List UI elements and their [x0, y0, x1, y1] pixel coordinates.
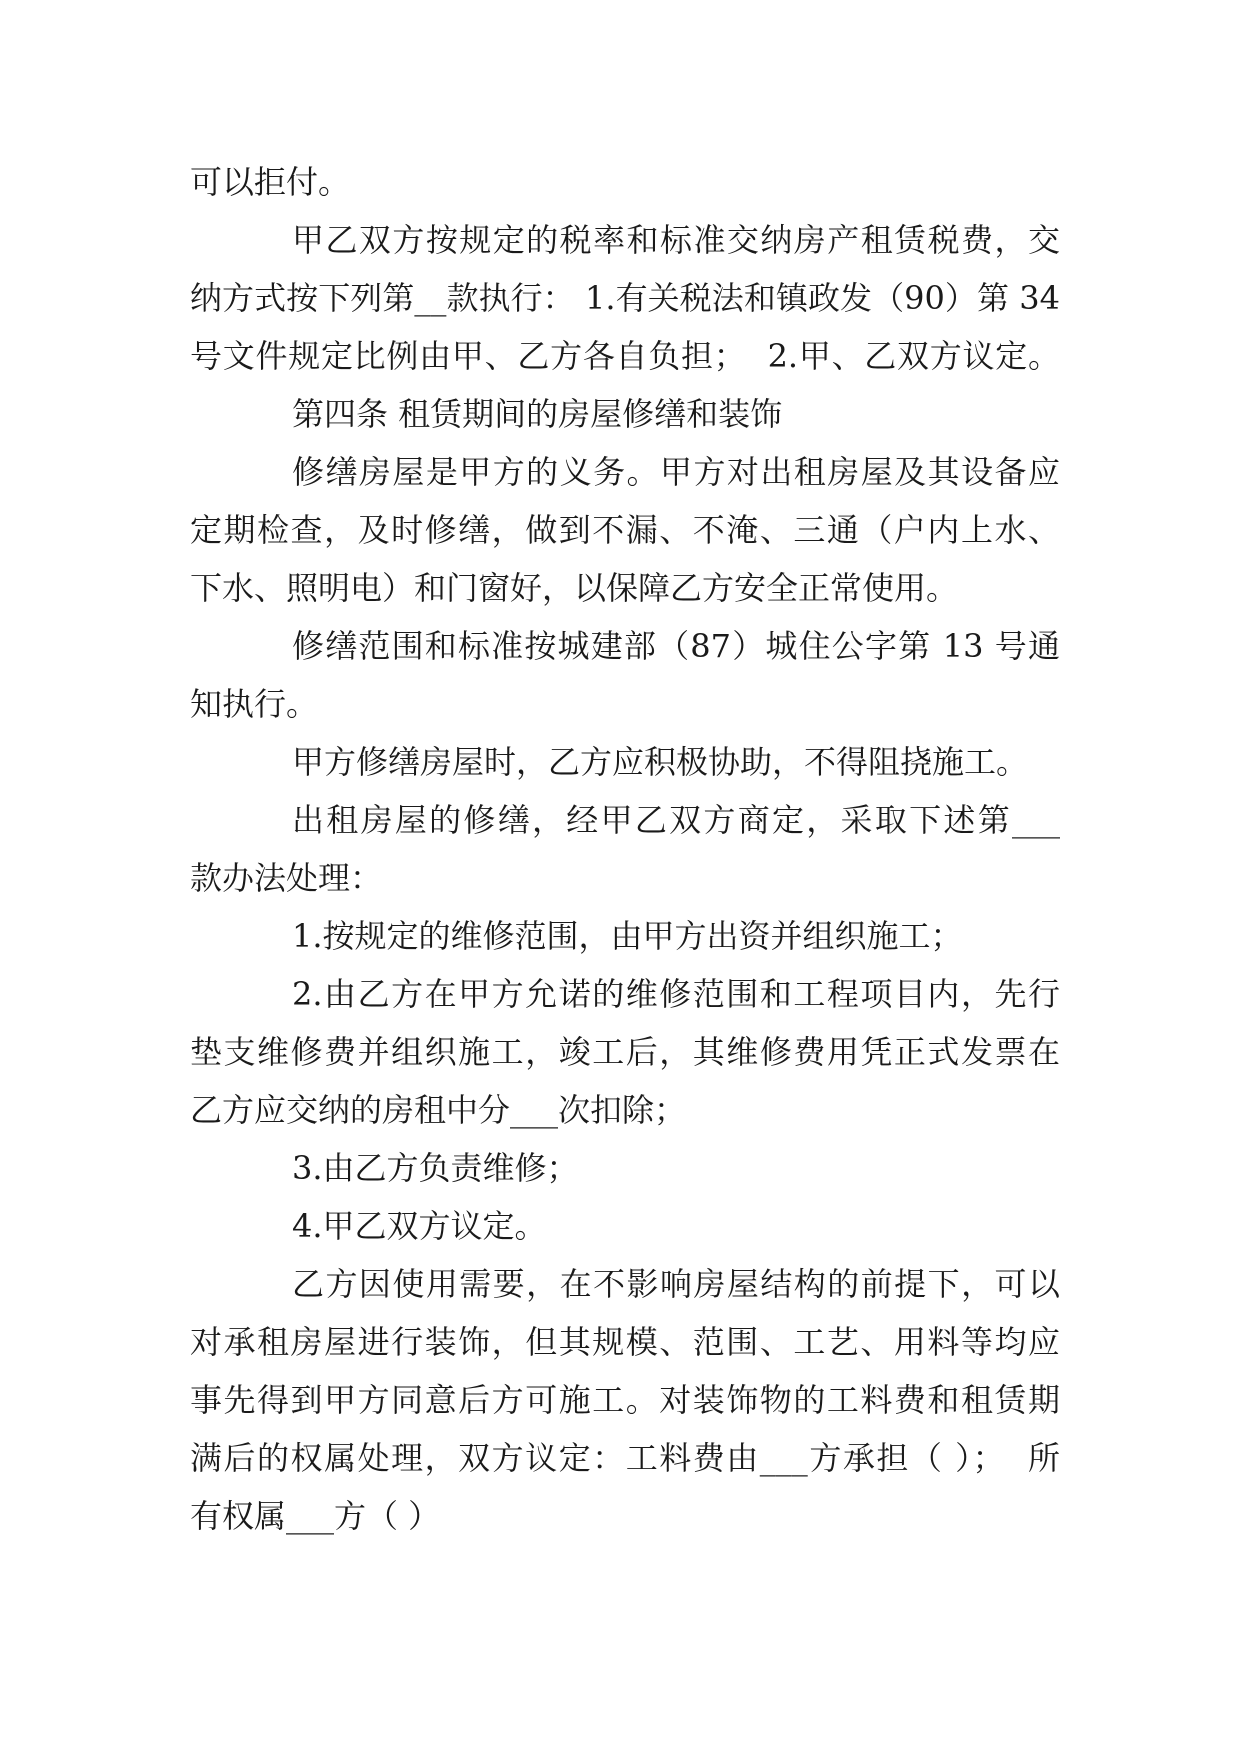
text-line: 纳方式按下列第__款执行： 1.有关税法和镇政发（90）第 34 — [190, 279, 1060, 317]
text-line: 款办法处理： — [190, 859, 383, 897]
text-line: 2.由乙方在甲方允诺的维修范围和工程项目内，先行 — [292, 975, 1060, 1013]
text-line: 定期检查，及时修缮，做到不漏、不淹、三通（户内上水、 — [190, 511, 1060, 549]
text-line: 修缮房屋是甲方的义务。甲方对出租房屋及其设备应 — [292, 453, 1060, 491]
text-line: 乙方应交纳的房租中分___次扣除； — [190, 1091, 687, 1129]
text-line: 满后的权属处理，双方议定：工料费由___方承担（ ）； 所 — [190, 1439, 1060, 1477]
document-body — [190, 153, 1060, 1545]
text-line: 事先得到甲方同意后方可施工。对装饰物的工料费和租赁期 — [190, 1381, 1060, 1419]
text-line: 知执行。 — [190, 685, 319, 723]
text-line: 号文件规定比例由甲、乙方各自负担； 2.甲、乙双方议定。 — [190, 337, 1060, 375]
text-line: 甲方修缮房屋时，乙方应积极协助，不得阻挠施工。 — [292, 743, 1029, 781]
text-line: 1.按规定的维修范围，由甲方出资并组织施工； — [292, 917, 963, 955]
text-line: 3.由乙方负责维修； — [292, 1149, 579, 1187]
text-line: 甲乙双方按规定的税率和标准交纳房产租赁税费，交 — [292, 221, 1060, 259]
text-line: 乙方因使用需要，在不影响房屋结构的前提下，可以 — [292, 1265, 1060, 1303]
text-line: 可以拒付。 — [190, 163, 351, 201]
text-line: 第四条 租赁期间的房屋修缮和装饰 — [292, 395, 783, 433]
text-line: 有权属___方（ ） — [190, 1497, 441, 1535]
text-line: 修缮范围和标准按城建部（87）城住公字第 13 号通 — [292, 627, 1060, 665]
text-line: 对承租房屋进行装饰，但其规模、范围、工艺、用料等均应 — [190, 1323, 1060, 1361]
text-line: 出租房屋的修缮，经甲乙双方商定，采取下述第___ — [292, 801, 1060, 839]
text-line: 垫支维修费并组织施工，竣工后，其维修费用凭正式发票在 — [190, 1033, 1060, 1071]
text-line: 下水、照明电）和门窗好，以保障乙方安全正常使用。 — [190, 569, 959, 607]
text-line: 4.甲乙双方议定。 — [292, 1207, 547, 1245]
